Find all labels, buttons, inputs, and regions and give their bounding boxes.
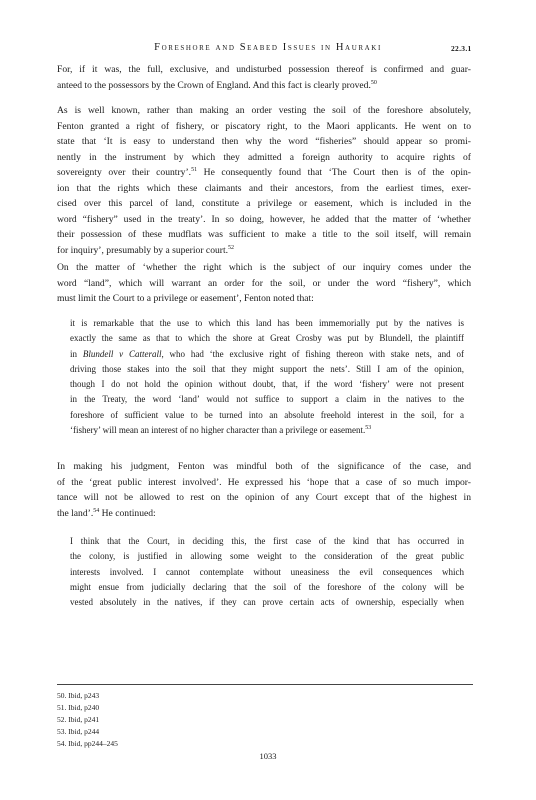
paragraph-line: sovereignty over their country’.$^{51}$ He consequently found that ‘The Court then is of the opin- [57, 167, 471, 178]
quote-line: the colony, is justified in allowing some weight to the consideration of the great public [70, 551, 464, 562]
quote-line: driving those stakes into the soil that they might support the nets’. Still I am of the opinion, [70, 363, 464, 374]
quote-line: foreshore of sufficient value to be turned into an absolute freehold interest in the soil, for a [70, 409, 464, 420]
paragraph-line: cised over this parcel of land, constitute a privilege or easement, which is included in the [57, 198, 471, 209]
paragraph-line: For, if it was, the full, exclusive, and undisturbed possession thereof is confirmed and guar- [57, 64, 471, 75]
quote-line: vested absolutely in the natives, if they can prove certain acts of ownership, especially when [70, 597, 464, 608]
footnote-ref: 53 [365, 425, 372, 432]
block-quote-1 [70, 316, 464, 438]
quote-line: in the Treaty, the word ‘land’ would not suffice to support a claim in the natives to the [70, 394, 464, 405]
paragraph-1 [57, 62, 471, 93]
quote-line: I think that the Court, in deciding this, the first case of the kind that has occurred in [70, 536, 464, 546]
quote-line: ‘fishery’ will mean an interest of no higher character than a privilege or easement.$^{53}$ [70, 425, 372, 436]
paragraph-line: state that ‘It is easy to understand then why the word “fisheries” should appear so promi- [57, 136, 471, 147]
footnote: 53. Ibid, p244 [57, 727, 100, 736]
footnote: 50. Ibid, p243 [57, 691, 100, 700]
paragraph-line: In making his judgment, Fenton was mindful both of the significance of the case, and [57, 461, 471, 472]
paragraph-line: On the matter of ‘whether the right which is the subject of our inquiry comes under the [57, 262, 471, 273]
block-quote-2 [70, 534, 464, 610]
footnotes [57, 690, 257, 750]
footnote: 52. Ibid, p241 [57, 715, 100, 724]
paragraph-line: Fenton granted a right of fishery, or piscatory right, to the Maori applicants. He went on to [57, 120, 471, 132]
paragraph-line: As is well known, rather than making an order vesting the soil of the foreshore absolutely, [57, 105, 471, 116]
paragraph-line: their possession of these mudflats was sufficient to make a title to the soil itself, will remain [57, 229, 471, 240]
quote-line: in Blundell v Catterall, who had ‘the exclusive right of fishing thereon with stake nets, and of [70, 348, 464, 359]
quote-line: exactly the same as that to which the shore at Great Crosby was put by Blundell, the plaintiff [70, 333, 464, 344]
paragraph-line: word “land”, which will warrant an order for the soil, or under the word “fishery”, which [57, 277, 471, 289]
page-number: 1033 [259, 751, 277, 761]
paragraph-line: ion that the rights which these claimants and their ancestors, from the earliest times, exer- [57, 182, 471, 194]
paragraph-line: word “fishery” used in the treaty’. In so doing, however, he added that the matter of ‘whether [57, 213, 471, 225]
paragraph-4 [57, 459, 471, 521]
case-name: Blundell v Catterall [82, 348, 162, 359]
quote-line: interests involved. I cannot contemplate without uneasiness the evil consequences which [70, 566, 464, 577]
paragraph-line: anteed to the possessors by the Crown of England. And this fact is clearly proved.$^{50}$ [57, 79, 377, 91]
quote-line: might ensue from judicially declaring that the soil of the foreshore of the colony will be [70, 581, 464, 592]
footnote-ref: 54 [93, 507, 100, 514]
paragraph-2 [57, 103, 471, 258]
footnote-ref: 52 [228, 244, 235, 251]
quote-line: it is remarkable that the use to which this land has been immemorially put by the natives is [70, 318, 464, 328]
quote-line: though I do not hold the opinion without doubt, that, if the word ‘fishery’ were not present [70, 379, 464, 390]
paragraph-line: the land’.$^{54}$ He continued: [57, 507, 156, 519]
footnote-ref: 50 [370, 79, 377, 86]
footnote-ref: 51 [191, 167, 198, 173]
paragraph-line: for inquiry’, presumably by a superior court.$^{52}$ [57, 244, 235, 256]
footnote-divider [57, 684, 473, 685]
paragraph-line: must limit the Court to a privilege or easement’, Fenton noted that: [57, 293, 314, 304]
footnote: 54. Ibid, pp244–245 [57, 739, 118, 748]
paragraph-line: tance will not be allowed to rest on the opinion of any Court except that of the highest in [57, 492, 471, 503]
running-header-title: Foreshore and Seabed Issues in Hauraki [154, 42, 382, 53]
section-reference: 22.3.1 [451, 44, 472, 53]
footnote: 51. Ibid, p240 [57, 703, 100, 712]
paragraph-3 [57, 260, 471, 307]
paragraph-line: nently in the instrument by which they admitted a foreign authority to acquire rights of [57, 151, 471, 163]
paragraph-line: of the ‘great public interest involved’. He expressed his ‘hope that a case of so much impor- [57, 476, 471, 488]
